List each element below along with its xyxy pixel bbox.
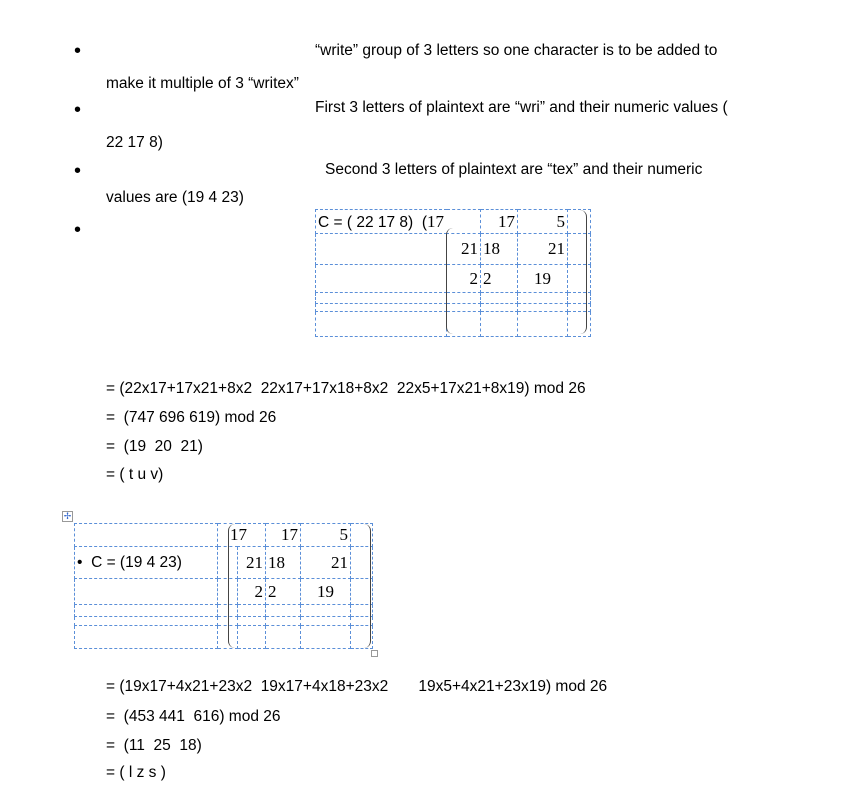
matrix-cell: 18	[266, 547, 301, 579]
matrix-cell: 21	[518, 234, 568, 265]
text-line: First 3 letters of plaintext are “wri” and their numeric values (	[315, 99, 728, 116]
matrix-cell: 2	[447, 265, 481, 293]
matrix-left-bracket	[228, 524, 235, 648]
calc-line: = ( t u v)	[106, 466, 164, 483]
calc-line: = (19 20 21)	[106, 438, 203, 455]
text-line: make it multiple of 3 “writex”	[106, 75, 299, 92]
matrix-table-1	[315, 209, 591, 337]
bullet: •	[74, 219, 82, 241]
matrix-right-bracket	[580, 210, 587, 334]
calc-line: = (19x17+4x21+23x2 19x17+4x18+23x2 19x5+4x21+23x19) mod 26	[106, 678, 608, 695]
text-line: Second 3 letters of plaintext are “tex” and their numeric	[325, 161, 703, 178]
table-move-handle-icon[interactable]: ✢	[63, 511, 72, 521]
matrix-cell: 2	[266, 579, 301, 605]
matrix-cell: 19	[301, 579, 351, 605]
bullet: •	[74, 160, 82, 182]
text-line: 22 17 8)	[106, 134, 163, 151]
calc-line: = (453 441 616) mod 26	[106, 708, 281, 725]
matrix-cell: 21	[301, 547, 351, 579]
matrix-left-bracket	[446, 228, 453, 334]
table-resize-handle[interactable]	[371, 650, 378, 657]
matrix-cell: 21	[447, 234, 481, 265]
bullet: •	[74, 99, 82, 121]
matrix-table-2	[74, 523, 373, 649]
matrix-cell: 5	[518, 210, 568, 234]
bullet: •	[74, 40, 82, 62]
calc-line: = (11 25 18)	[106, 737, 202, 754]
ciphertext-label: C = ( 22 17 8) (17	[316, 210, 481, 234]
matrix-cell: 17	[218, 524, 266, 547]
text-line: values are (19 4 23)	[106, 189, 244, 206]
matrix-cell: 5	[301, 524, 351, 547]
matrix-cell: 18	[481, 234, 518, 265]
ciphertext-label: • C = (19 4 23)	[75, 547, 218, 579]
matrix-cell: 17	[266, 524, 301, 547]
text-line: “write” group of 3 letters so one character is to be added to	[315, 42, 718, 59]
calc-line: = ( l z s )	[106, 764, 166, 781]
calc-line: = (22x17+17x21+8x2 22x17+17x18+8x2 22x5+17x21+8x19) mod 26	[106, 380, 586, 397]
matrix-cell: 21	[238, 547, 266, 579]
calc-line: = (747 696 619) mod 26	[106, 409, 277, 426]
matrix-right-bracket	[364, 524, 371, 648]
matrix-cell: 2	[238, 579, 266, 605]
matrix-cell: 17	[481, 210, 518, 234]
matrix-cell: 19	[518, 265, 568, 293]
matrix-cell: 2	[481, 265, 518, 293]
